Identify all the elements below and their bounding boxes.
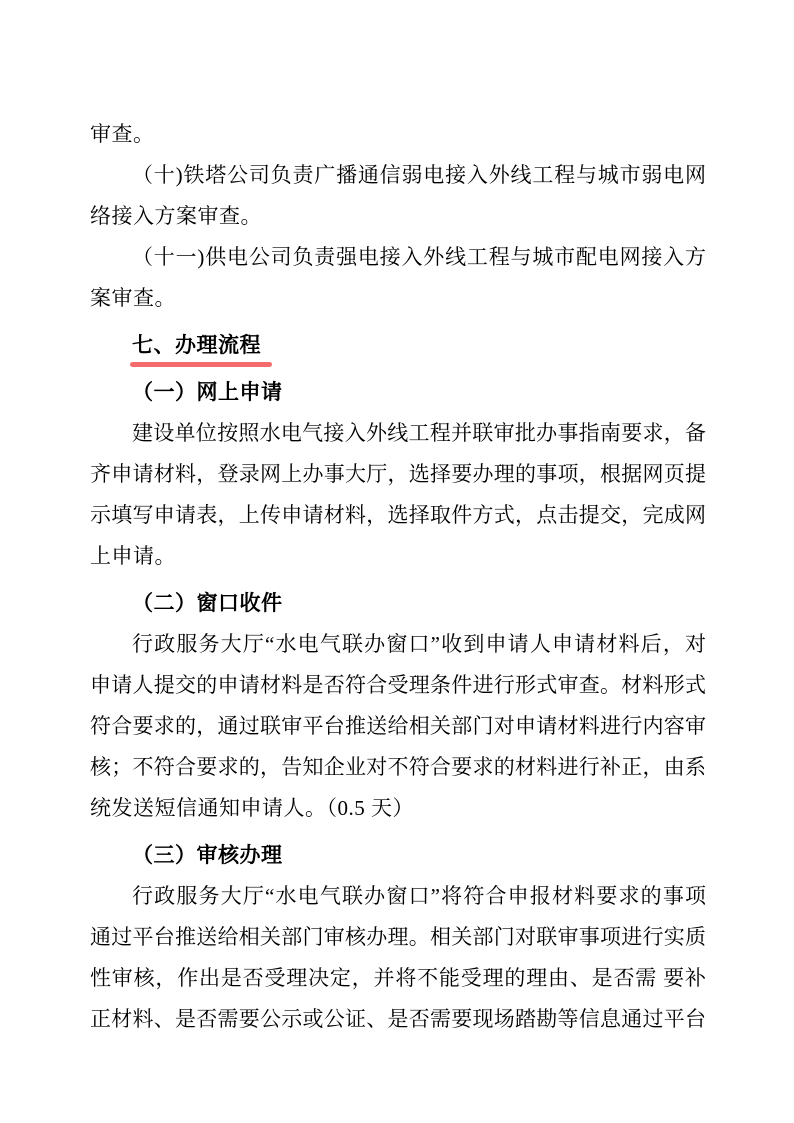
red-underline (130, 362, 272, 367)
subsection-heading-review-handling: （三）审核办理 (132, 843, 283, 867)
paragraph-line: （十一)供电公司负责强电接入外线工程与城市配电网接入方 (132, 245, 706, 269)
paragraph-line: 申请人提交的申请材料是否符合受理条件进行形式审查。材料形式 (90, 673, 706, 697)
paragraph-line: 络接入方案审查。 (90, 204, 262, 228)
paragraph-line: 上申请。 (90, 544, 176, 568)
paragraph-line: 齐申请材料，登录网上办事大厅，选择要办理的事项，根据网页提 (90, 462, 706, 486)
paragraph-line: 正材料、是否需要公示或公证、是否需要现场踏勘等信息通过平台 (90, 1007, 706, 1031)
paragraph-line: （十)铁塔公司负责广播通信弱电接入外线工程与城市弱电网 (132, 163, 706, 187)
section-heading-text: 七、办理流程 (132, 333, 261, 357)
paragraph-line: 核；不符合要求的，告知企业对不符合要求的材料进行补正，由系 (90, 755, 706, 779)
paragraph-line: 通过平台推送给相关部门审核办理。相关部门对联审事项进行实质 (90, 925, 706, 949)
paragraph-line: 符合要求的，通过联审平台推送给相关部门对申请材料进行内容审 (90, 714, 706, 738)
document-body (90, 114, 706, 1040)
subsection-heading-window-intake: （二）窗口收件 (132, 591, 283, 615)
paragraph-line: 审查。 (90, 122, 155, 146)
subsection-heading-online-application: （一）网上申请 (132, 380, 283, 404)
section-heading-process-flow (90, 325, 706, 366)
paragraph-line: 案审查。 (90, 286, 176, 310)
paragraph-line: 示填写申请表，上传申请材料，选择取件方式，点击提交，完成网 (90, 503, 706, 527)
paragraph-line: 统发送短信通知申请人。（0.5 天） (90, 796, 414, 820)
paragraph-line: 行政服务大厅“水电气联办窗口”收到申请人申请材料后，对 (132, 632, 706, 656)
paragraph-line: 建设单位按照水电气接入外线工程并联审批办事指南要求，备 (132, 421, 706, 445)
paragraph-line: 行政服务大厅“水电气联办窗口”将符合申报材料要求的事项 (132, 884, 706, 908)
paragraph-line: 性审核，作出是否受理决定，并将不能受理的理由、是否需 要补 (90, 966, 706, 990)
